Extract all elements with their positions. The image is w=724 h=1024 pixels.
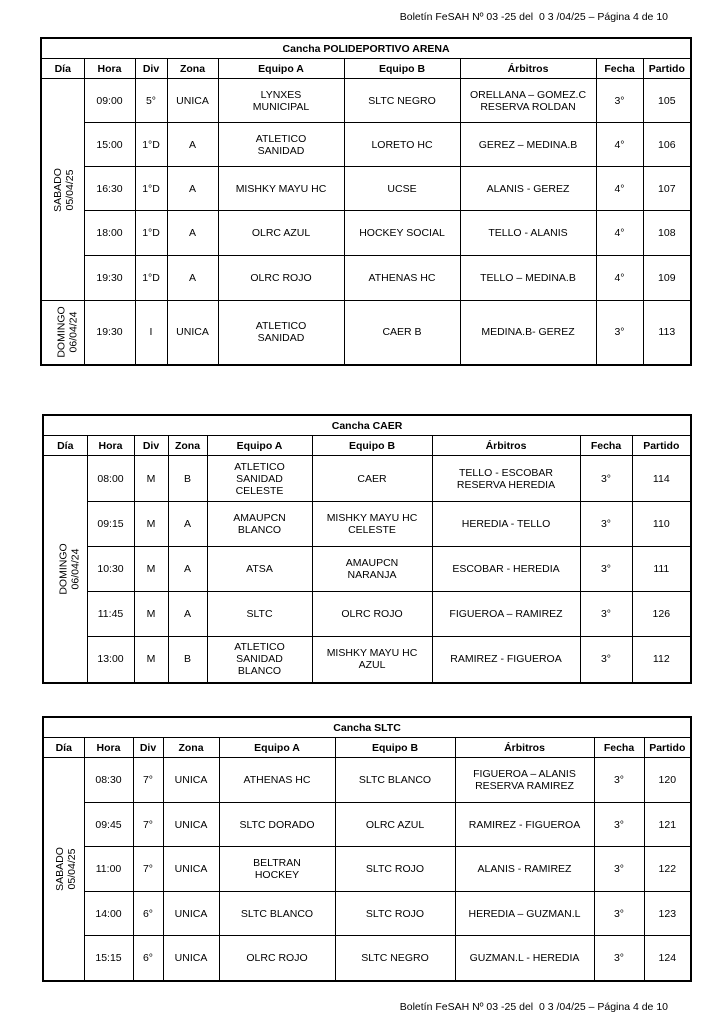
cell-arbitros: HEREDIA - TELLO [432,502,580,547]
cell-arbitros: ESCOBAR - HEREDIA [432,547,580,592]
cell-equipo-b: LORETO HC [344,123,460,167]
col-partido: Partido [644,738,691,758]
col-fecha: Fecha [596,59,643,79]
cell-arbitros: ORELLANA – GOMEZ.C RESERVA ROLDAN [460,79,596,123]
cell-equipo-a: BELTRAN HOCKEY [219,847,335,892]
cell-partido: 107 [643,167,691,211]
col-div: Div [134,436,168,456]
cell-zona: A [168,502,207,547]
cell-div: 5° [135,79,167,123]
day-cell [43,456,87,683]
cell-div: 6° [133,936,163,981]
cell-equipo-b: AMAUPCN NARANJA [312,547,432,592]
cell-arbitros: TELLO - ESCOBAR RESERVA HEREDIA [432,456,580,502]
cell-zona: UNICA [163,847,219,892]
cell-partido: 120 [644,758,691,803]
cell-hora: 15:00 [84,123,135,167]
day-name: DOMINGO [55,306,68,358]
cell-div: M [134,456,168,502]
day-name: SABADO [51,167,64,212]
cell-hora: 14:00 [84,892,133,936]
col-zona: Zona [163,738,219,758]
cell-partido: 113 [643,301,691,365]
cell-equipo-a: LYNXES MUNICIPAL [218,79,344,123]
col-equipo-b: Equipo B [312,436,432,456]
col-equipo-a: Equipo A [207,436,312,456]
cell-zona: UNICA [163,758,219,803]
cell-fecha: 4° [596,123,643,167]
cell-hora: 08:00 [87,456,134,502]
cell-equipo-a: AMAUPCN BLANCO [207,502,312,547]
col-hora: Hora [87,436,134,456]
cell-equipo-b: ATHENAS HC [344,256,460,301]
col-hora: Hora [84,59,135,79]
col-equipo-a: Equipo A [218,59,344,79]
cell-zona: UNICA [167,79,218,123]
cell-fecha: 4° [596,167,643,211]
cell-partido: 112 [632,637,691,683]
cell-fecha: 4° [596,211,643,256]
table-row [43,637,691,683]
cell-div: M [134,592,168,637]
court-table-caer [42,414,692,684]
col-arbitros: Árbitros [460,59,596,79]
col-zona: Zona [168,436,207,456]
table-row [41,123,691,167]
cell-arbitros: GUZMAN.L - HEREDIA [455,936,594,981]
cell-equipo-b: MISHKY MAYU HC AZUL [312,637,432,683]
cell-equipo-b: SLTC ROJO [335,847,455,892]
table-row [43,547,691,592]
cell-arbitros: RAMIREZ - FIGUEROA [432,637,580,683]
cell-fecha: 4° [596,256,643,301]
cell-partido: 106 [643,123,691,167]
cell-fecha: 3° [594,758,644,803]
table-row [41,256,691,301]
cell-equipo-a: ATLETICO SANIDAD [218,123,344,167]
court-title: Cancha SLTC [43,717,691,738]
cell-partido: 108 [643,211,691,256]
cell-zona: B [168,456,207,502]
cell-equipo-a: OLRC ROJO [219,936,335,981]
court-title: Cancha CAER [43,415,691,436]
cell-div: 7° [133,803,163,847]
cell-hora: 09:45 [84,803,133,847]
table-row [43,936,691,981]
cell-hora: 18:00 [84,211,135,256]
table-row [41,301,691,365]
cell-equipo-b: SLTC NEGRO [344,79,460,123]
cell-equipo-a: MISHKY MAYU HC [218,167,344,211]
cell-equipo-b: OLRC AZUL [335,803,455,847]
cell-equipo-a: SLTC [207,592,312,637]
cell-hora: 13:00 [87,637,134,683]
cell-div: I [135,301,167,365]
cell-equipo-a: ATLETICO SANIDAD [218,301,344,365]
cell-arbitros: TELLO – MEDINA.B [460,256,596,301]
cell-zona: A [168,547,207,592]
cell-zona: A [167,256,218,301]
col-div: Div [133,738,163,758]
day-name: SABADO [53,846,66,891]
table-row [41,211,691,256]
cell-arbitros: TELLO - ALANIS [460,211,596,256]
cell-partido: 121 [644,803,691,847]
day-cell [43,758,84,981]
cell-equipo-b: OLRC ROJO [312,592,432,637]
cell-zona: A [168,592,207,637]
cell-equipo-b: CAER [312,456,432,502]
cell-div: 1°D [135,167,167,211]
cell-zona: UNICA [163,892,219,936]
table-row [43,592,691,637]
cell-equipo-b: SLTC BLANCO [335,758,455,803]
cell-zona: UNICA [163,936,219,981]
cell-hora: 15:15 [84,936,133,981]
cell-zona: A [167,167,218,211]
cell-equipo-b: HOCKEY SOCIAL [344,211,460,256]
cell-partido: 126 [632,592,691,637]
cell-equipo-a: ATLETICO SANIDAD CELESTE [207,456,312,502]
cell-arbitros: ALANIS - RAMIREZ [455,847,594,892]
cell-arbitros: RAMIREZ - FIGUEROA [455,803,594,847]
day-date: 05/04/25 [63,169,76,210]
cell-zona: B [168,637,207,683]
cell-zona: A [167,211,218,256]
col-partido: Partido [632,436,691,456]
cell-zona: A [167,123,218,167]
cell-equipo-b: MISHKY MAYU HC CELESTE [312,502,432,547]
court-table-polideportivo-arena [40,37,692,366]
col-equipo-a: Equipo A [219,738,335,758]
col-div: Div [135,59,167,79]
cell-fecha: 3° [580,502,632,547]
bulletin-footer: Boletín FeSAH Nº 03 -25 del 0 3 /04/25 – Página 4 de 10 [399,1001,668,1013]
bulletin-header: Boletín FeSAH Nº 03 -25 del 0 3 /04/25 – Página 4 de 10 [399,11,668,23]
cell-equipo-b: UCSE [344,167,460,211]
day-name: DOMINGO [57,543,70,595]
col-dia: Día [41,59,84,79]
cell-hora: 09:15 [87,502,134,547]
court-title: Cancha POLIDEPORTIVO ARENA [41,38,691,59]
cell-hora: 19:30 [84,256,135,301]
cell-fecha: 3° [580,637,632,683]
col-equipo-b: Equipo B [344,59,460,79]
cell-fecha: 3° [594,847,644,892]
cell-equipo-a: OLRC ROJO [218,256,344,301]
table-row [43,758,691,803]
table-row [43,803,691,847]
cell-equipo-b: SLTC NEGRO [335,936,455,981]
table-row [41,167,691,211]
cell-hora: 11:00 [84,847,133,892]
cell-hora: 10:30 [87,547,134,592]
cell-equipo-b: SLTC ROJO [335,892,455,936]
cell-arbitros: FIGUEROA – ALANIS RESERVA RAMIREZ [455,758,594,803]
table-row [41,79,691,123]
day-date: 06/04/24 [67,311,80,353]
col-fecha: Fecha [594,738,644,758]
cell-partido: 114 [632,456,691,502]
col-hora: Hora [84,738,133,758]
cell-hora: 19:30 [84,301,135,365]
cell-arbitros: FIGUEROA – RAMIREZ [432,592,580,637]
col-dia: Día [43,738,84,758]
cell-div: 7° [133,847,163,892]
cell-partido: 111 [632,547,691,592]
col-arbitros: Árbitros [432,436,580,456]
table-row [43,502,691,547]
cell-arbitros: HEREDIA – GUZMAN.L [455,892,594,936]
cell-div: M [134,637,168,683]
cell-fecha: 3° [580,456,632,502]
cell-hora: 11:45 [87,592,134,637]
cell-partido: 110 [632,502,691,547]
cell-fecha: 3° [580,547,632,592]
day-cell [41,79,84,301]
cell-fecha: 3° [580,592,632,637]
table-row [43,456,691,502]
table-row [43,892,691,936]
cell-equipo-a: ATLETICO SANIDAD BLANCO [207,637,312,683]
cell-partido: 122 [644,847,691,892]
col-partido: Partido [643,59,691,79]
cell-div: 7° [133,758,163,803]
day-cell [41,301,84,365]
court-table-sltc [42,716,692,982]
cell-zona: UNICA [167,301,218,365]
cell-fecha: 3° [596,301,643,365]
cell-fecha: 3° [596,79,643,123]
col-dia: Día [43,436,87,456]
cell-div: 6° [133,892,163,936]
cell-hora: 08:30 [84,758,133,803]
cell-partido: 105 [643,79,691,123]
cell-equipo-a: ATSA [207,547,312,592]
day-date: 06/04/24 [69,548,82,590]
col-equipo-b: Equipo B [335,738,455,758]
cell-equipo-b: CAER B [344,301,460,365]
cell-equipo-a: SLTC BLANCO [219,892,335,936]
cell-zona: UNICA [163,803,219,847]
cell-div: 1°D [135,256,167,301]
cell-arbitros: GEREZ – MEDINA.B [460,123,596,167]
cell-hora: 09:00 [84,79,135,123]
cell-fecha: 3° [594,936,644,981]
cell-div: 1°D [135,123,167,167]
cell-equipo-a: SLTC DORADO [219,803,335,847]
cell-partido: 109 [643,256,691,301]
cell-div: M [134,502,168,547]
table-row [43,847,691,892]
cell-partido: 123 [644,892,691,936]
cell-div: 1°D [135,211,167,256]
cell-partido: 124 [644,936,691,981]
cell-equipo-a: OLRC AZUL [218,211,344,256]
cell-fecha: 3° [594,803,644,847]
cell-fecha: 3° [594,892,644,936]
cell-equipo-a: ATHENAS HC [219,758,335,803]
cell-div: M [134,547,168,592]
cell-hora: 16:30 [84,167,135,211]
day-date: 05/04/25 [65,848,78,890]
col-arbitros: Árbitros [455,738,594,758]
cell-arbitros: MEDINA.B- GEREZ [460,301,596,365]
col-zona: Zona [167,59,218,79]
cell-arbitros: ALANIS - GEREZ [460,167,596,211]
col-fecha: Fecha [580,436,632,456]
